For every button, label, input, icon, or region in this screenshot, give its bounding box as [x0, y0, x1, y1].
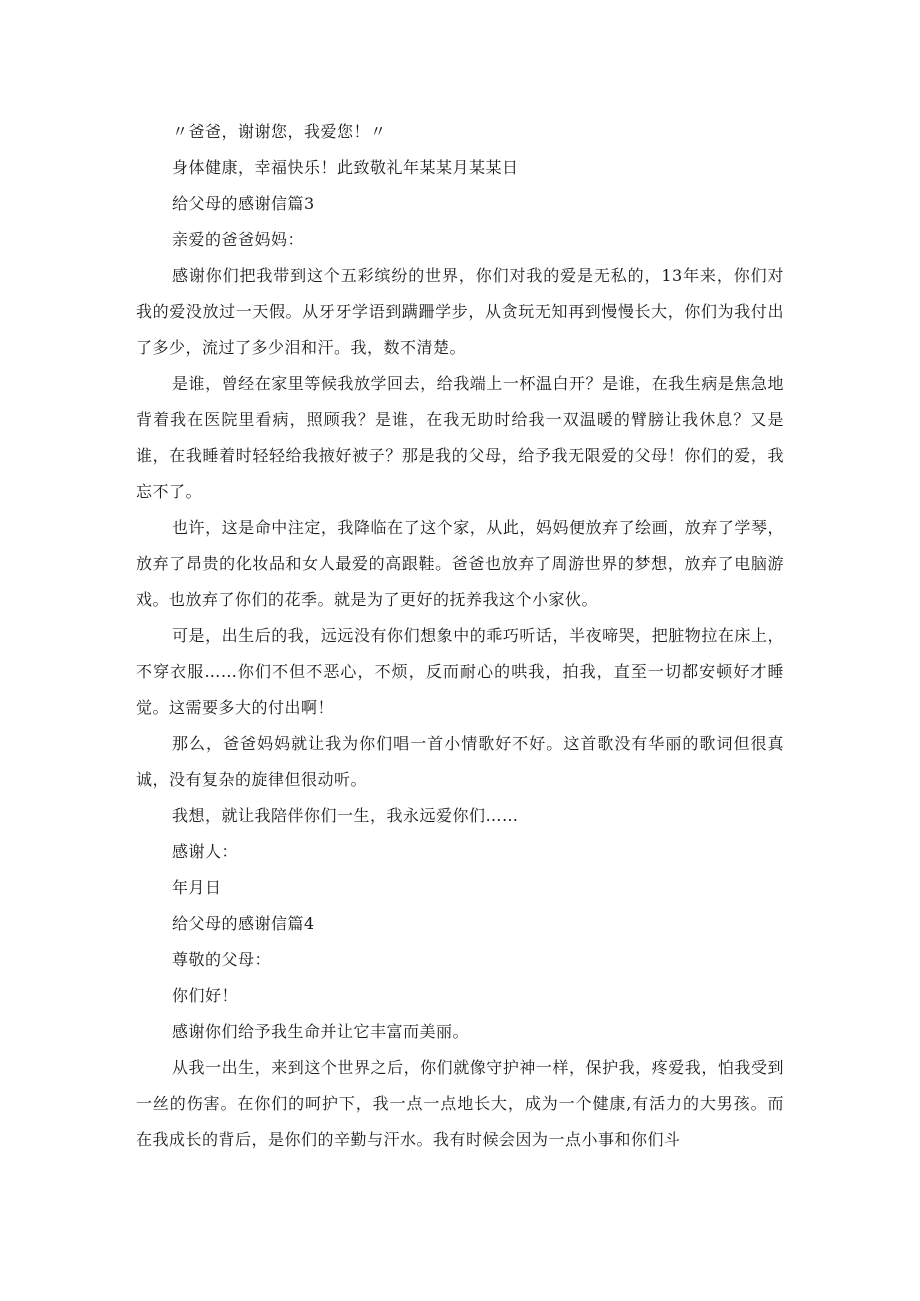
- text-line: 你们好！: [172, 986, 239, 1005]
- paragraph: 是谁，曾经在家里等候我放学回去，给我端上一杯温白开？是谁，在我生病是焦急地背着我在医院里看病，照顾我？是谁，在我无助时给我一双温暖的臂膀让我休息？又是谁，在我睡着时轻轻给我掖好被子？那是我的父母，给予我无限爱的父母！你们的爱，我忘不了。: [136, 374, 784, 501]
- text-line: 给父母的感谢信篇3: [172, 194, 315, 213]
- paragraph: 那么，爸爸妈妈就让我为你们唱一首小情歌好不好。这首歌没有华丽的歌词但很真诚，没有复杂的旋律但很动听。: [136, 734, 784, 789]
- paragraph: 从我一出生，来到这个世界之后，你们就像守护神一样，保护我，疼爱我，怕我受到一丝的伤害。在你们的呵护下，我一点一点地长大，成为一个健康,有活力的大男孩。而在我成长的背后，是你们的辛勤与汗水。我有时候会因为一点小事和你们斗: [136, 1058, 784, 1149]
- text-line: 身体健康，幸福快乐！此致敬礼年某某月某某日: [172, 158, 519, 177]
- text-line: 尊敬的父母：: [172, 950, 272, 969]
- paragraph: 感谢你们把我带到这个五彩缤纷的世界，你们对我的爱是无私的，13年来，你们对我的爱没放过一天假。从牙牙学语到蹒跚学步，从贪玩无知再到慢慢长大，你们为我付出了多少，流过了多少泪和汗。我，数不清楚。: [136, 266, 784, 357]
- paragraph: 也许，这是命中注定，我降临在了这个家，从此，妈妈便放弃了绘画，放弃了学琴，放弃了昂贵的化妆品和女人最爱的高跟鞋。爸爸也放弃了周游世界的梦想，放弃了电脑游戏。也放弃了你们的花季。就是为了更好的抚养我这个小家伙。: [136, 518, 784, 609]
- text-line: 给父母的感谢信篇4: [172, 914, 315, 933]
- text-line: 我想，就让我陪伴你们一生，我永远爱你们……: [172, 806, 519, 825]
- paragraph: 可是，出生后的我，远远没有你们想象中的乖巧听话，半夜啼哭，把脏物拉在床上，不穿衣服……你们不但不恶心，不烦，反而耐心的哄我，拍我，直至一切都安顿好才睡觉。这需要多大的付出啊！: [136, 626, 784, 717]
- text-line: 〃爸爸，谢谢您，我爱您！〃: [172, 122, 387, 141]
- document-body: [136, 114, 784, 1158]
- text-line: 年月日: [172, 878, 222, 897]
- text-line: 亲爱的爸爸妈妈：: [172, 230, 305, 249]
- text-line: 感谢人：: [172, 842, 239, 861]
- text-line: 感谢你们给予我生命并让它丰富而美丽。: [172, 1022, 470, 1041]
